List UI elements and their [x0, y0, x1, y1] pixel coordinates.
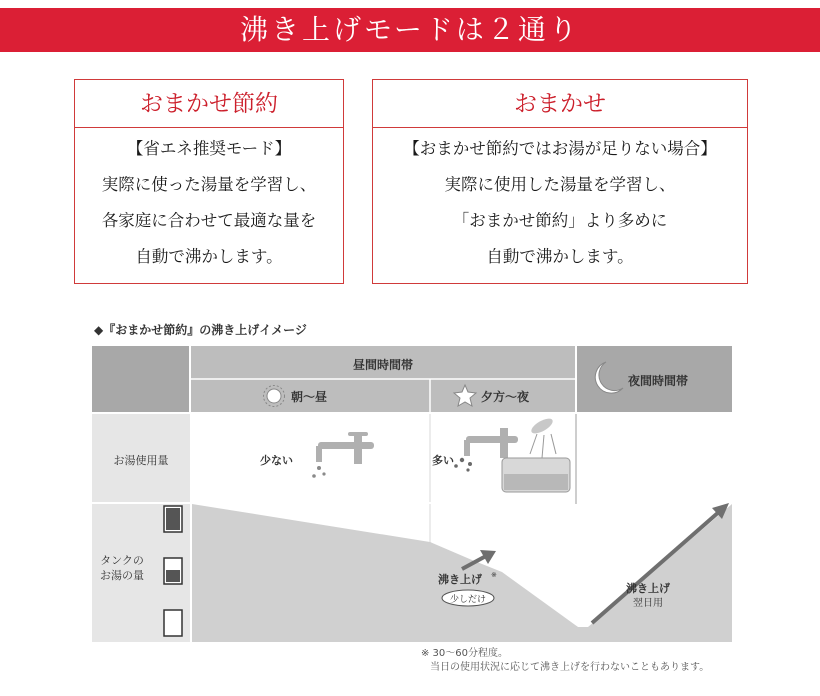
night-heat-label: 沸き上げ [626, 582, 670, 595]
mode-line: 実際に使った湯量を学習し、 [101, 175, 317, 194]
mode-line: 実際に使用した湯量を学習し、 [444, 175, 676, 194]
mode-description [373, 128, 747, 275]
mode-subtitle: 【おまかせ節約ではお湯が足りない場合】 [403, 139, 717, 158]
evening-label: 夕方～夜 [481, 390, 530, 404]
footnote: ※ 30～60分程度。 [421, 648, 509, 659]
usage-low-label: 少ない [260, 454, 293, 467]
tank-full-icon [164, 506, 182, 532]
tank-empty-icon [164, 610, 182, 636]
diagram-title: ◆『おまかせ節約』の沸き上げイメージ [94, 323, 307, 337]
heat-label: 沸き上げ [438, 573, 482, 586]
heat-footnote-mark: ※ [491, 571, 497, 579]
mode-card-omakase-setsuyaku [74, 79, 344, 284]
page-banner: 沸き上げモードは２通り [0, 8, 820, 52]
mode-description [75, 128, 343, 275]
bathtub-icon [502, 458, 570, 492]
morning-label: 朝～昼 [291, 390, 328, 404]
night-heat-sublabel: 翌日用 [633, 598, 663, 609]
mode-title: おまかせ節約 [75, 80, 343, 128]
mode-title: おまかせ [373, 80, 747, 128]
footnote: 当日の使用状況に応じて沸き上げを行わないこともあります。 [430, 662, 710, 673]
mode-line: 「おまかせ節約」より多めに [452, 211, 668, 230]
tank-row-label: お湯の量 [100, 569, 144, 582]
heat-badge [442, 590, 494, 606]
heating-diagram [92, 346, 732, 642]
tank-row-label: タンクの [100, 554, 144, 567]
tank-half-icon [164, 558, 182, 584]
daytime-header: 昼間時間帯 [352, 358, 414, 372]
mode-subtitle: 【省エネ推奨モード】 [126, 139, 292, 158]
heat-badge-label: 少しだけ [449, 595, 487, 605]
usage-row-label: お湯使用量 [113, 454, 169, 467]
mode-card-omakase [372, 79, 748, 284]
night-header: 夜間時間帯 [628, 374, 689, 388]
sun-icon [264, 386, 285, 407]
mode-line: 自動で沸かします。 [135, 247, 283, 266]
mode-line: 各家庭に合わせて最適な量を [101, 211, 317, 230]
mode-line: 自動で沸かします。 [486, 247, 634, 266]
usage-high-label: 多い [432, 454, 454, 467]
